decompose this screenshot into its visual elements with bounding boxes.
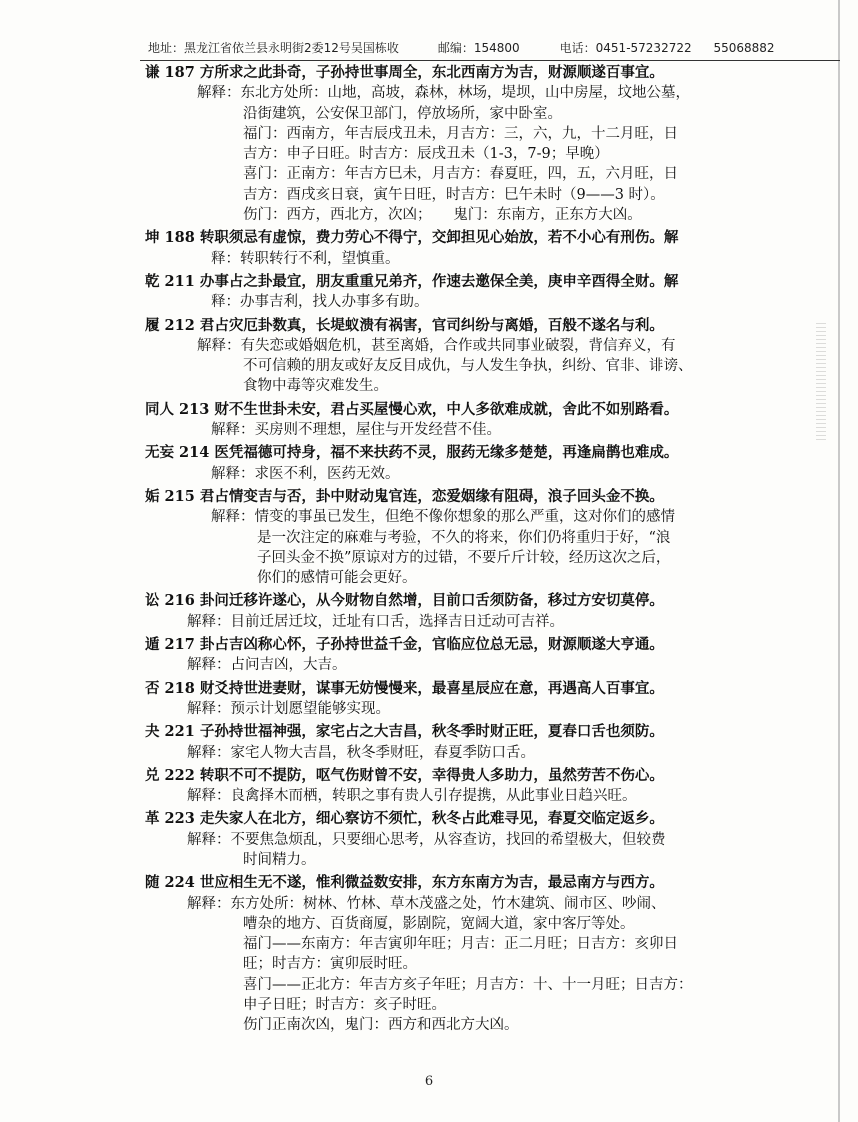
hexagram-entry-line: 谦 187 方所求之此卦奇，子孙持世事周全，东北西南方为吉，财源顺遂百事宜。 (145, 64, 664, 81)
header-phone: 电话：0451-57232722 (559, 41, 692, 55)
explanation-line: 伤门：西方，西北方，次凶； 鬼门：东南方，正东方大凶。 (243, 207, 642, 224)
hexagram-entry-line: 革 223 走失家人在北方，细心察访不须忙，秋冬占此难寻见，春夏交临定返乡。 (145, 810, 664, 828)
explanation-line: 解释：预示计划愿望能够实现。 (187, 700, 390, 717)
explanation-line: 时间精力。 (243, 851, 316, 868)
explanation-line: 释：办事吉利，找人办事多有助。 (211, 294, 429, 311)
hexagram-entry-line: 讼 216 卦问迁移许遂心，从今财物自然增，目前口舌须防备，移过方安切莫停。 (145, 592, 664, 610)
explanation-line: 申子日旺；时吉方：亥子时旺。 (243, 997, 446, 1014)
explanation-line: 释：转职转行不利，望慎重。 (211, 250, 400, 267)
scan-edge-line (838, 0, 840, 1122)
explanation-line: 解释：东北方处所：山地，高坡，森林，林场，堤坝，山中房屋，坟地公墓， (197, 85, 690, 102)
explanation-line: 旺；时吉方：寅卯辰时旺。 (243, 956, 417, 973)
explanation-line: 解释：不要焦急烦乱，只要细心思考，从容查访，找回的希望极大，但较费 (187, 831, 666, 848)
header-rule (140, 60, 840, 61)
explanation-line: 解释：情变的事虽已发生，但绝不像你想象的那么严重，这对你们的感情 (211, 509, 675, 526)
explanation-line: 解释：家宅人物大吉昌，秋冬季财旺，春夏季防口舌。 (187, 744, 535, 761)
explanation-line: 你们的感情可能会更好。 (257, 570, 417, 587)
explanation-line: 解释：有失恋或婚姻危机，甚至离婚，合作或共同事业破裂，背信弃义，有 (197, 337, 676, 354)
explanation-line: 解释：东方处所：树林、竹林、草木茂盛之处，竹木建筑、闹市区、吵闹、 (187, 895, 666, 912)
header-phone-2: 55068882 (713, 41, 775, 55)
header-address: 地址：黑龙江省依兰县永明街2委12号吴国栋收 (148, 41, 399, 55)
hexagram-entry-line: 坤 188 转职须忌有虚惊，费力劳心不得宁，交卸担见心始放，若不小心有刑伤。解 (145, 229, 679, 247)
explanation-line: 是一次注定的麻难与考验，不久的将来，你们仍将重归于好，“浪 (257, 529, 671, 546)
explanation-line: 福门：西南方，年吉辰戌丑未，月吉方：三，六，九，十二月旺，日 (243, 125, 678, 142)
explanation-line: 喜门：正南方：年吉方巳未，月吉方：春夏旺，四，五，六月旺，日 (243, 166, 678, 183)
explanation-line: 子回头金不换”原谅对方的过错，不要斤斤计较，经历这次之后， (257, 549, 671, 566)
explanation-line: 福门——东南方：年吉寅卯年旺；月吉：正二月旺；日吉方：亥卯日 (243, 936, 678, 953)
hexagram-entry-line: 无妄 214 医凭福德可持身，福不来扶药不灵，服药无缘多楚楚，再逢扁鹊也难成。 (145, 444, 679, 462)
hexagram-entry-line: 遁 217 卦占吉凶称心怀，子孙持世益千金，官临应位总无忌，财源顺遂大亨通。 (145, 636, 664, 654)
hexagram-entry-line: 兑 222 转职不可不提防，呕气伤财曾不安，幸得贵人多助力，虽然劳苦不伤心。 (145, 766, 664, 784)
explanation-line: 沿街建筑，公安保卫部门，停放场所，家中卧室。 (243, 105, 562, 122)
hexagram-entry-line: 否 218 财爻持世进妻财，谋事无妨慢慢来，最喜星辰应在意，再遇高人百事宜。 (145, 679, 664, 697)
explanation-line: 嘈杂的地方、百货商厦，影剧院，宽阔大道，家中客厅等处。 (243, 915, 635, 932)
hexagram-entry-line: 同人 213 财不生世卦未安，君占买屋慢心欢，中人多欲难成就，舍此不如别路看。 (145, 400, 679, 418)
explanation-line: 解释：占问吉凶，大吉。 (187, 657, 347, 674)
explanation-line: 不可信赖的朋友或好友反目成仇，与人发生争执，纠纷、官非、诽谤、 (243, 358, 693, 375)
hexagram-entry-line: 随 224 世应相生无不遂，惟利微益数安排，东方东南方为吉，最忌南方与西方。 (145, 874, 664, 892)
hexagram-entry-line: 履 212 君占灾厄卦数真，长堤蚁溃有祸害，官司纠纷与离婚，百般不遂名与利。 (145, 316, 664, 334)
hexagram-entry-line: 姤 215 君占情变吉与否，卦中财动鬼官连，恋爱姻缘有阻碍，浪子回头金不换。 (145, 487, 664, 505)
hexagram-entry-line: 夬 221 子孙持世福神强，家宅占之大吉昌，秋冬季时财正旺，夏春口舌也须防。 (145, 723, 664, 741)
header-postcode: 邮编：154800 (437, 41, 520, 55)
explanation-line: 解释：买房则不理想，屋住与开发经营不佳。 (211, 422, 501, 439)
hexagram-entry-line: 乾 211 办事占之卦最宜，朋友重重兄弟齐，作速去邀保全美，庚申辛酉得全财。解 (145, 272, 679, 290)
explanation-line: 吉方：申子日旺。时吉方：辰戌丑未（1-3，7-9；早晚） (243, 146, 609, 163)
explanation-line: 解释：求医不利，医药无效。 (211, 465, 400, 482)
explanation-line: 吉方：酉戌亥日衰，寅午日旺，时吉方：巳午未时（9——3 时）。 (243, 186, 665, 203)
document-body (145, 63, 835, 1036)
explanation-line: 伤门正南次凶，鬼门：西方和西北方大凶。 (243, 1017, 519, 1034)
page-number: 6 (424, 1074, 434, 1089)
explanation-line: 喜门——正北方：年吉方亥子年旺；月吉方：十、十一月旺；日吉方： (243, 976, 693, 993)
explanation-line: 食物中毒等灾难发生。 (243, 378, 388, 395)
page-header (148, 38, 838, 58)
explanation-line: 解释：良禽择木而栖，转职之事有贵人引存提携，从此事业日趋兴旺。 (187, 788, 637, 805)
explanation-line: 解释：目前迁居迁坟，迁址有口舌，选择吉日迁动可吉祥。 (187, 613, 564, 630)
